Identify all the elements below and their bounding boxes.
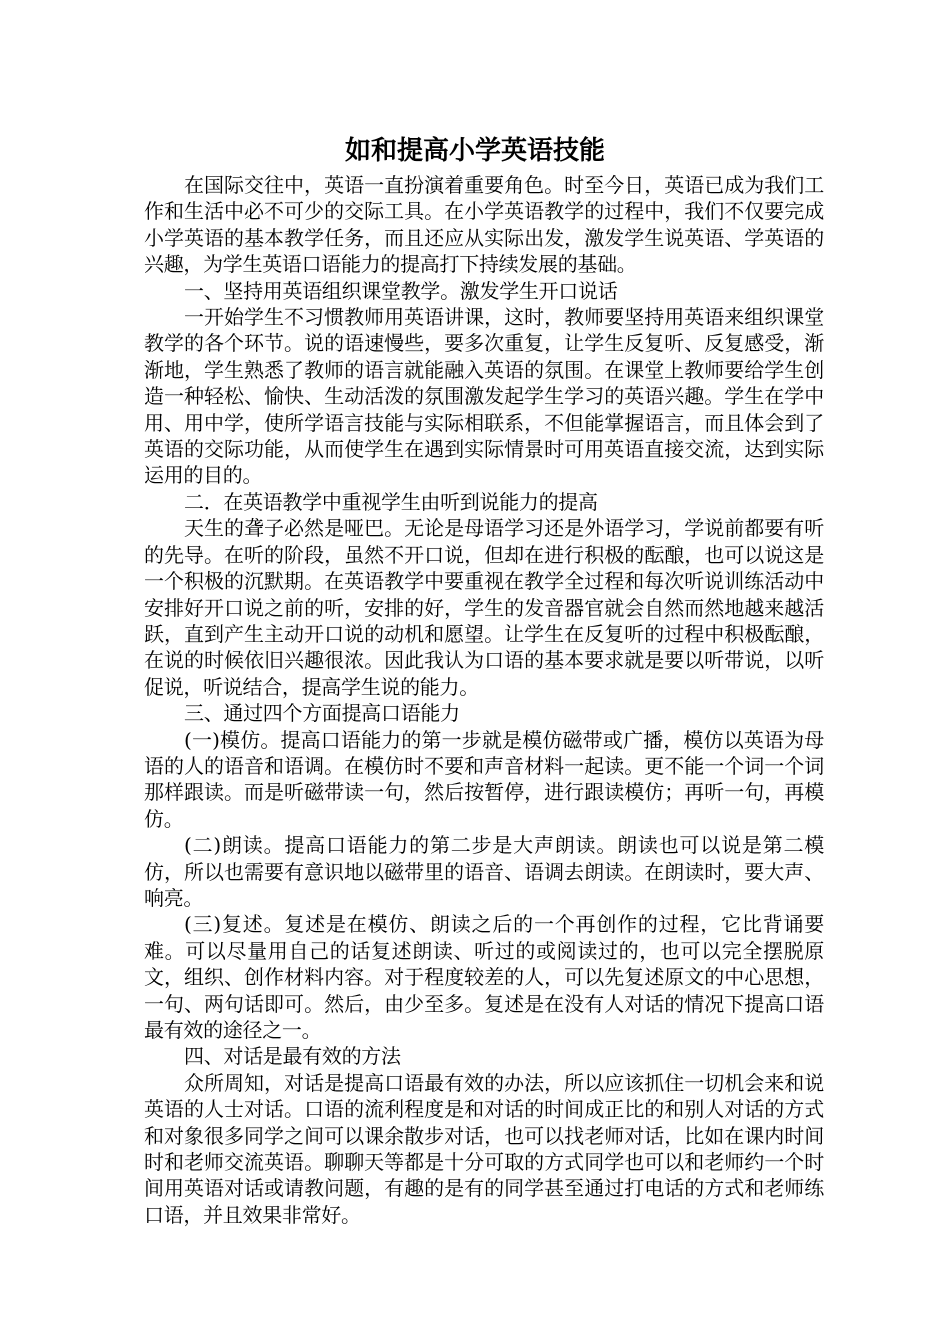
paragraph-section-1: 一开始学生不习惯教师用英语讲课，这时，教师要坚持用英语来组织课堂教学的各个环节。说的语速慢些，要多次重复，让学生反复听、反复感受，渐渐地，学生熟悉了教师的语言就能融入英语的氛围。在课堂上教师要给学生创造一种轻松、愉快、生动活泼的氛围激发起学生学习的英语兴趣。学生在学中用、用中学，使所学语言技能与实际相联系，不但能掌握语言，而且体会到了英语的交际功能，从而使学生在遇到实际情景时可用英语直接交流，达到实际运用的目的。: [144, 305, 824, 488]
paragraph-intro: 在国际交往中，英语一直扮演着重要角色。时至今日，英语已成为我们工作和生活中必不可少的交际工具。在小学英语教学的过程中，我们不仅要完成小学英语的基本教学任务，而且还应从实际出发，激发学生说英语、学英语的兴趣，为学生英语口语能力的提高打下持续发展的基础。: [144, 173, 824, 277]
section-heading-4: 四、对话是最有效的方法: [184, 1044, 401, 1069]
paragraph-section-4: 众所周知，对话是提高口语最有效的办法，所以应该抓住一切机会来和说英语的人士对话。口语的流利程度是和对话的时间成正比的和别人对话的方式和对象很多同学之间可以课余散步对话，也可以找老师对话，比如在课内时间时和老师交流英语。聊聊天等都是十分可取的方式同学也可以和老师约一个时间用英语对话或请教问题，有趣的是有的同学甚至通过打电话的方式和老师练口语，并且效果非常好。: [144, 1070, 824, 1227]
paragraph-retelling: (三)复述。复述是在模仿、朗读之后的一个再创作的过程，它比背诵要难。可以尽量用自己的话复述朗读、听过的或阅读过的，也可以完全摆脱原文，组织、创作材料内容。对于程度较差的人，可以先复述原文的中心思想，一句、两句话即可。然后，由少至多。复述是在没有人对话的情况下提高口语最有效的途径之一。: [144, 912, 824, 1042]
paragraph-imitation: (一)模仿。提高口语能力的第一步就是模仿磁带或广播，模仿以英语为母语的人的语音和语调。在模仿时不要和声音材料一起读。更不能一个词一个词那样跟读。而是听磁带读一句，然后按暂停，进行跟读模仿；再听一句，再模仿。: [144, 727, 824, 831]
section-heading-3: 三、通过四个方面提高口语能力: [184, 701, 460, 726]
section-heading-1: 一、坚持用英语组织课堂教学。激发学生开口说话: [184, 278, 618, 303]
section-heading-2: 二．在英语教学中重视学生由听到说能力的提高: [184, 489, 598, 514]
paragraph-reading-aloud: (二)朗读。提高口语能力的第二步是大声朗读。朗读也可以说是第二模仿，所以也需要有意识地以磁带里的语音、语调去朗读。在朗读时，要大声、响亮。: [144, 833, 824, 910]
document-body: [144, 172, 824, 1228]
document-title: 如和提高小学英语技能: [344, 136, 605, 166]
paragraph-section-2: 天生的聋子必然是哑巴。无论是母语学习还是外语学习，学说前都要有听的先导。在听的阶段，虽然不开口说，但却在进行积极的酝酿，也可以说这是一个积极的沉默期。在英语教学中要重视在教学全过程和每次听说训练活动中安排好开口说之前的听，安排的好，学生的发音器官就会自然而然地越来越活跃，直到产生主动开口说的动机和愿望。让学生在反复听的过程中积极酝酿，在说的时候依旧兴趣很浓。因此我认为口语的基本要求就是要以听带说，以听促说，听说结合，提高学生说的能力。: [144, 516, 824, 699]
